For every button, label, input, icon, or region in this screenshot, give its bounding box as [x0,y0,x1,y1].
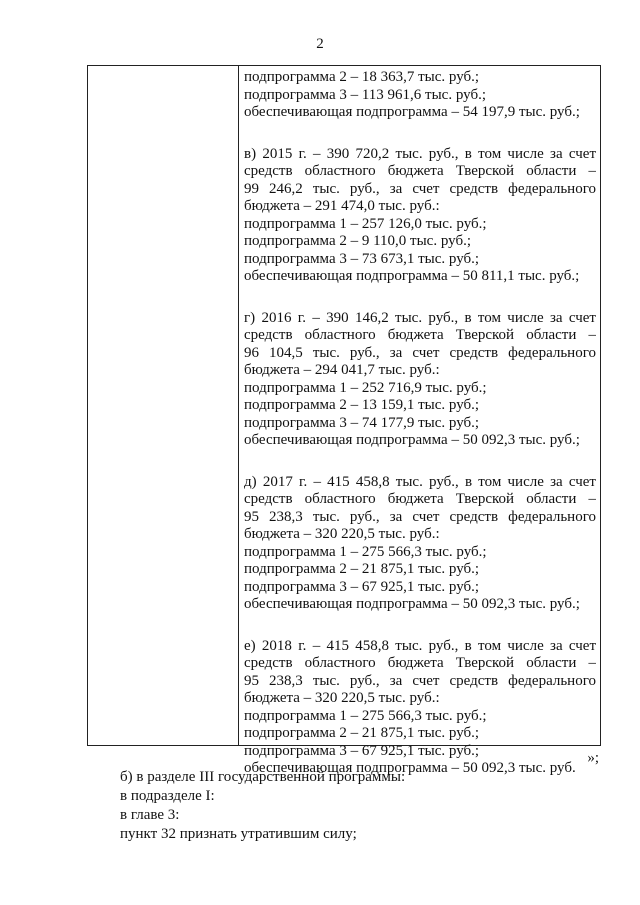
table-line: обеспечивающая подпрограмма – 50 092,3 тыс. руб.; [244,432,580,448]
table-line: подпрограмма 2 – 9 110,0 тыс. руб.; [244,233,471,249]
table-line: бюджета – 294 041,7 тыс. руб.: [244,362,440,378]
table-line: подпрограмма 1 – 257 126,0 тыс. руб.; [244,215,487,232]
paragraph-line: в подразделе I: [120,788,215,804]
table-line: средств областного бюджета Тверской области – [244,655,596,671]
table-line: подпрограмма 3 – 113 961,6 тыс. руб.; [244,86,486,103]
table-line: подпрограмма 2 – 21 875,1 тыс. руб.; [244,725,480,741]
table-line: подпрограмма 2 – 21 875,1 тыс. руб.; [244,561,480,577]
table-line: 95 238,3 тыс. руб., за счет средств федерального [244,672,596,689]
paragraph-line: б) в разделе III государственной программы: [120,769,406,785]
table-line: бюджета – 320 220,5 тыс. руб.: [244,526,440,542]
table-line: 96 104,5 тыс. руб., за счет средств федерального [244,344,596,361]
table-line: в) 2015 г. – 390 720,2 тыс. руб., в том числе за счет [244,145,596,162]
funding-block-2018 [244,638,596,778]
table-line: подпрограмма 1 – 275 566,3 тыс. руб.; [244,707,487,724]
table-right-cell [244,69,596,778]
table-line: 99 246,2 тыс. руб., за счет средств федерального [244,180,596,197]
table-line: бюджета – 320 220,5 тыс. руб.: [244,690,440,706]
table-column-divider [238,66,239,745]
program-funding-table [87,65,601,776]
funding-block-2016 [244,310,596,450]
table-line: обеспечивающая подпрограмма – 54 197,9 тыс. руб.; [244,104,580,120]
table-line: подпрограмма 2 – 13 159,1 тыс. руб.; [244,397,480,413]
paragraph-line: пункт 32 признать утратившим силу; [120,826,357,842]
table-line: бюджета – 291 474,0 тыс. руб.: [244,198,440,214]
page-number: 2 [316,36,324,52]
table-line: подпрограмма 2 – 18 363,7 тыс. руб.; [244,69,480,85]
table-line: подпрограмма 3 – 67 925,1 тыс. руб.; [244,742,480,759]
table-line: е) 2018 г. – 415 458,8 тыс. руб., в том числе за счет [244,637,596,654]
funding-block-2017 [244,474,596,614]
paragraph-line: в главе 3: [120,807,180,823]
after-table-text [120,768,600,844]
table-line: обеспечивающая подпрограмма – 50 811,1 тыс. руб.; [244,268,580,284]
table-line: обеспечивающая подпрограмма – 50 092,3 тыс. руб. [244,760,576,776]
table-line: средств областного бюджета Тверской области – [244,163,596,179]
table-line: подпрограмма 3 – 67 925,1 тыс. руб.; [244,578,480,595]
table-top-lines [244,69,596,122]
funding-block-2015 [244,146,596,286]
table-line: подпрограмма 3 – 74 177,9 тыс. руб.; [244,414,480,431]
closing-quote: »; [587,750,599,766]
table-line: средств областного бюджета Тверской области – [244,491,596,507]
table-line: подпрограмма 1 – 275 566,3 тыс. руб.; [244,543,487,560]
table-line: д) 2017 г. – 415 458,8 тыс. руб., в том числе за счет [244,473,596,490]
table-line: г) 2016 г. – 390 146,2 тыс. руб., в том числе за счет [244,309,596,326]
table-line: обеспечивающая подпрограмма – 50 092,3 тыс. руб.; [244,596,580,612]
table-line: 95 238,3 тыс. руб., за счет средств федерального [244,508,596,525]
table-line: подпрограмма 3 – 73 673,1 тыс. руб.; [244,250,480,267]
table-line: подпрограмма 1 – 252 716,9 тыс. руб.; [244,379,487,396]
table-line: средств областного бюджета Тверской области – [244,327,596,343]
